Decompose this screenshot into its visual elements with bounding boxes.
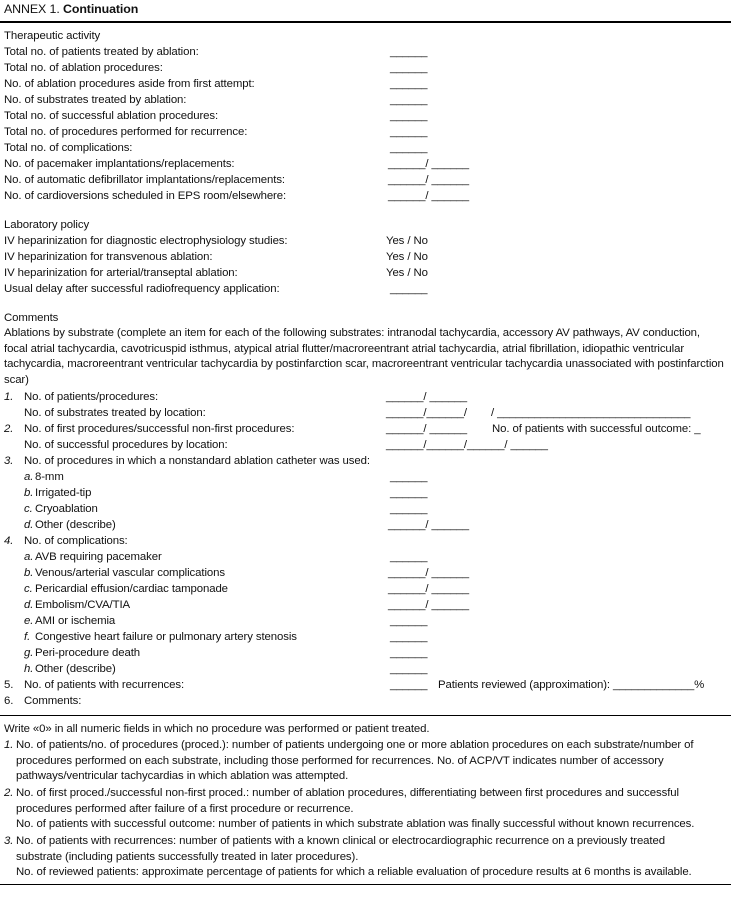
comments-intro: Ablations by substrate (complete an item for each of the following substrates: intranodal tachycardia, accessory AV pathways, AV conduction, focal atrial tachycardia, cavotricuspid isthmus, atypical atrial flutter/macroreentrant atrial tachycardia, atrial fibrillation, idiopathic ventricular tachycardia, macroreentrant ventricular tachycardia by postinfarction scar, macroreentrant ventricular tachycardia unassociated with postinfarction scar) — [4, 327, 724, 386]
therapeutic-label: No. of ablation procedures aside from first attempt: — [4, 78, 255, 90]
therapeutic-field[interactable]: ______/ ______ — [388, 158, 469, 170]
item-number: 1. — [4, 391, 14, 403]
therapeutic-field[interactable]: ______ — [390, 142, 428, 154]
sub-letter: b. — [24, 487, 34, 499]
sub-letter: d. — [24, 599, 34, 611]
yes-no-toggle[interactable]: Yes / No — [386, 235, 428, 247]
sub-field[interactable]: ______ — [390, 631, 428, 643]
sub-label: Cryoablation — [35, 503, 98, 515]
sub-field[interactable]: ______ — [390, 615, 428, 627]
yes-no-toggle[interactable]: Yes / No — [386, 251, 428, 263]
bottom-rule — [0, 884, 731, 885]
therapeutic-field[interactable]: ______/ ______ — [388, 190, 469, 202]
item1-sub-field[interactable]: ______/______/ — [386, 407, 467, 419]
sub-letter: d. — [24, 519, 34, 531]
item2-extra[interactable]: No. of patients with successful outcome: _ — [492, 423, 701, 435]
sub-label: Congestive heart failure or pulmonary artery stenosis — [35, 631, 297, 643]
therapeutic-label: No. of substrates treated by ablation: — [4, 94, 187, 106]
item5-label: No. of patients with recurrences: — [24, 679, 185, 691]
footnote-3: No. of patients with recurrences: number of patients with a known clinical or electrocardiographic recurrence on a previously treated substrate (including patients successfully treated in later procedures). — [16, 835, 665, 863]
laboratory-label: IV heparinization for transvenous ablation: — [4, 251, 213, 263]
footnote-3-extra: No. of reviewed patients: approximate percentage of patients for which a reliable evaluation of procedure results at 6 months is available. — [16, 866, 692, 878]
therapeutic-label: No. of cardioversions scheduled in EPS room/elsewhere: — [4, 190, 287, 202]
footnote-1: No. of patients/no. of procedures (proced.): number of patients undergoing one or more ablation procedures on each substrate/number of procedures performed on each substrate, including those performed for recurrences. No. of ACP/VT indicates number of accessory pathways/ventricular tachycardias in which ablation was attempted. — [16, 739, 694, 783]
therapeutic-field[interactable]: ______/ ______ — [388, 174, 469, 186]
footnote-intro: Write «0» in all numeric fields in which no procedure was performed or patient treated. — [4, 723, 430, 735]
sub-field[interactable]: ______ — [390, 551, 428, 563]
header-rule — [0, 21, 731, 23]
footnote-number: 3. — [4, 835, 14, 847]
sub-label: Other (describe) — [35, 663, 116, 675]
laboratory-field[interactable]: ______ — [390, 283, 428, 295]
therapeutic-field[interactable]: ______ — [390, 126, 428, 138]
therapeutic-label: Total no. of patients treated by ablation: — [4, 46, 199, 58]
sub-label: AVB requiring pacemaker — [35, 551, 162, 563]
therapeutic-label: Total no. of successful ablation procedures: — [4, 110, 219, 122]
footnote-number: 1. — [4, 739, 14, 751]
therapeutic-label: Total no. of procedures performed for recurrence: — [4, 126, 248, 138]
sub-letter: c. — [24, 503, 33, 515]
sub-letter: f. — [24, 631, 31, 643]
therapeutic-heading: Therapeutic activity — [4, 30, 101, 42]
sub-letter: h. — [24, 663, 34, 675]
comments-heading: Comments — [4, 312, 59, 324]
item2-sub-field[interactable]: ______/______/______/ ______ — [386, 439, 548, 451]
footnote-2-extra: No. of patients with successful outcome: number of patients in which substrate ablation was finally successful without known recurrences. — [16, 818, 695, 830]
sub-letter: a. — [24, 551, 34, 563]
item2-sub-label: No. of successful procedures by location: — [24, 439, 228, 451]
item2-field[interactable]: ______/ ______ — [386, 423, 467, 435]
yes-no-toggle[interactable]: Yes / No — [386, 267, 428, 279]
laboratory-heading: Laboratory policy — [4, 219, 90, 231]
therapeutic-label: No. of automatic defibrillator implantations/replacements: — [4, 174, 286, 186]
therapeutic-field[interactable]: ______ — [390, 62, 428, 74]
item1-sub-extra[interactable]: / _______________________________ — [491, 407, 691, 419]
therapeutic-field[interactable]: ______ — [390, 94, 428, 106]
item2-label: No. of first procedures/successful non-first procedures: — [24, 423, 295, 435]
sub-label: Venous/arterial vascular complications — [35, 567, 225, 579]
sub-label: Peri-procedure death — [35, 647, 141, 659]
sub-label: Embolism/CVA/TIA — [35, 599, 131, 611]
item-number: 6. — [4, 695, 14, 707]
item1-sub-label: No. of substrates treated by location: — [24, 407, 206, 419]
sub-field[interactable]: ______ — [390, 647, 428, 659]
sub-label: Other (describe) — [35, 519, 116, 531]
therapeutic-field[interactable]: ______ — [390, 78, 428, 90]
annex-title — [4, 2, 138, 16]
sub-field[interactable]: ______ — [390, 471, 428, 483]
footnote-number: 2. — [4, 787, 14, 799]
sub-letter: g. — [24, 647, 34, 659]
annex-prefix: ANNEX 1. — [4, 2, 60, 16]
sub-label: AMI or ischemia — [35, 615, 116, 627]
annex-title-text: Continuation — [63, 2, 139, 16]
sub-letter: e. — [24, 615, 34, 627]
sub-label: 8-mm — [35, 471, 64, 483]
therapeutic-field[interactable]: ______ — [390, 110, 428, 122]
laboratory-label: IV heparinization for arterial/transeptal ablation: — [4, 267, 238, 279]
item4-label: No. of complications: — [24, 535, 128, 547]
item-number: 5. — [4, 679, 14, 691]
therapeutic-label: Total no. of ablation procedures: — [4, 62, 163, 74]
laboratory-label: Usual delay after successful radiofrequency application: — [4, 283, 280, 295]
therapeutic-label: Total no. of complications: — [4, 142, 133, 154]
sub-letter: b. — [24, 567, 34, 579]
therapeutic-label: No. of pacemaker implantations/replacements: — [4, 158, 235, 170]
laboratory-label: IV heparinization for diagnostic electrophysiology studies: — [4, 235, 288, 247]
sub-field[interactable]: ______ — [390, 663, 428, 675]
item-number: 2. — [4, 423, 14, 435]
sub-field[interactable]: ______ — [390, 487, 428, 499]
sub-label: Pericardial effusion/cardiac tamponade — [35, 583, 228, 595]
sub-field[interactable]: ______/ ______ — [388, 567, 469, 579]
sub-letter: c. — [24, 583, 33, 595]
footnote-rule — [0, 715, 731, 716]
item-number: 4. — [4, 535, 14, 547]
sub-label: Irrigated-tip — [35, 487, 92, 499]
therapeutic-field[interactable]: ______ — [390, 46, 428, 58]
sub-field[interactable]: ______/ ______ — [388, 599, 469, 611]
item-number: 3. — [4, 455, 14, 467]
footnote-2: No. of first proced./successful non-first proced.: number of ablation procedures, differentiating between first procedures and successful procedures performed after failure of a first procedure or recurrence. — [16, 787, 679, 815]
item1-field[interactable]: ______/ ______ — [386, 391, 467, 403]
sub-letter: a. — [24, 471, 34, 483]
item3-label: No. of procedures in which a nonstandard ablation catheter was used: — [24, 455, 370, 467]
item1-label: No. of patients/procedures: — [24, 391, 159, 403]
sub-field[interactable]: ______ — [390, 503, 428, 515]
sub-field[interactable]: ______/ ______ — [388, 519, 469, 531]
patients-reviewed-field[interactable]: Patients reviewed (approximation): _____________% — [438, 679, 705, 691]
item5-field[interactable]: ______ — [390, 679, 428, 691]
item6-label: Comments: — [24, 695, 82, 707]
sub-field[interactable]: ______/ ______ — [388, 583, 469, 595]
